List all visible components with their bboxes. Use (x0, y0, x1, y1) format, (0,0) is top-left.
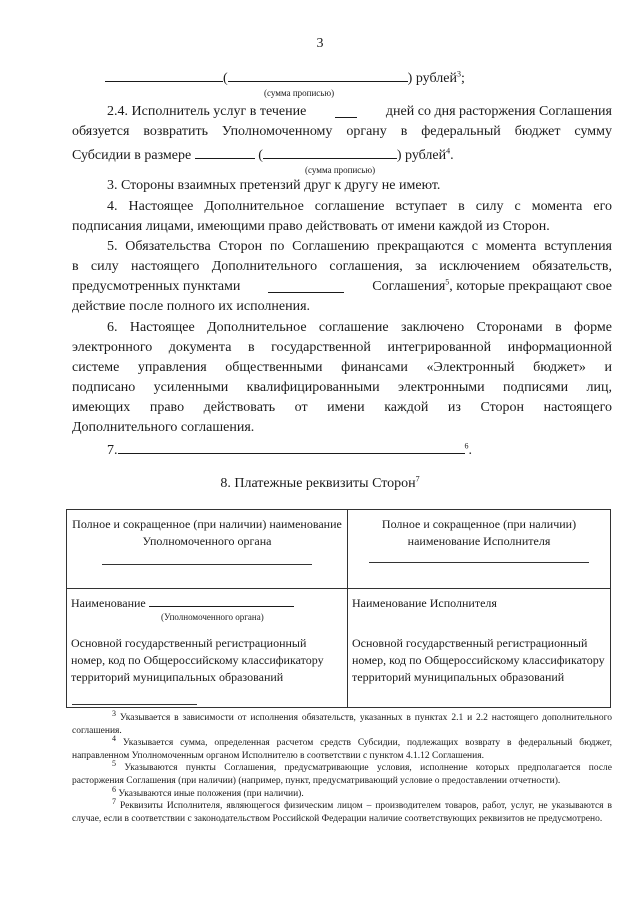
registration-text: Основной государственный регистрационный номер, код по Общероссийскому классификатору территорий муниципальных образований (352, 636, 605, 684)
page-number: 3 (316, 36, 324, 51)
left-header-cell (67, 510, 348, 589)
section-heading: 8. Платежные реквизиты Сторон$^7$ (220, 474, 420, 491)
right-header-blank (369, 562, 589, 563)
amount-caption: (сумма прописью) (264, 88, 335, 98)
clause-5-line-2: в силу настоящего Дополнительного соглашения, за исключением обязательств, (72, 259, 612, 274)
footnote-divider (72, 704, 197, 705)
amount-words-blank (228, 68, 408, 82)
right-data-cell (348, 589, 611, 708)
days-blank (335, 104, 357, 118)
clause-5-line-1: 5. Обязательства Сторон по Соглашению прекращаются с момента вступления (107, 239, 612, 254)
footnote: $^6$ Указываются иные положения (при наличии). (112, 784, 304, 799)
clause-5-line-4: действие после полного их исполнения. (72, 299, 311, 314)
clause-2-4-line-2: обязуется возвратить Уполномоченному органу в федеральный бюджет сумму (72, 124, 612, 139)
clause-6-line-5: имеющих право действовать от имени каждой из Сторон настоящего (72, 400, 612, 415)
clause-6-line-4: подписано усиленными квалифицированными электронными подписями лиц, (72, 380, 612, 395)
footnote-ref: 7 (415, 474, 420, 484)
footnote: $^4$ Указывается сумма, определенная расчетом средств Субсидии, подлежащих возврату в федеральный бюджет, направленном Уполномоченным органом Исполнителю в соответствии с пунктом 4.1.12 Соглашения. (72, 734, 612, 761)
executor-name-label: Наименование Исполнителя (352, 596, 497, 610)
name-blank (149, 595, 294, 607)
clause-2-4-line-1: 2.4. Исполнитель услуг в течение дней со дня расторжения Соглашения (107, 104, 612, 119)
left-header-blank (102, 564, 312, 565)
amount-blank (105, 68, 223, 82)
name-caption: (Уполномоченного органа) (161, 612, 264, 622)
subsidy-words-blank (263, 145, 397, 159)
clause-6-line-3: системе управления общественными финансами «Электронный бюджет» и (72, 360, 612, 375)
amount-line (105, 68, 465, 87)
clause-5-line-3: предусмотренных пунктами Соглашения$^5$, которые прекращают свое (72, 277, 612, 294)
footnote-ref: 5 (445, 277, 450, 287)
clause-2-4-line-3: Субсидии в размере ( ) рублей$^4$. (72, 146, 454, 163)
clause-4-line-1: 4. Настоящее Дополнительное соглашение вступает в силу с момента его (107, 199, 612, 214)
left-data-cell (67, 589, 348, 708)
footnote: $^7$ Реквизиты Исполнителя, являющегося физическим лицом – производителем товаров, работ, услуг, не указываются в случае, если в соответствии с законодательством Российской Федерации наличие соответствующих реквизитов не предусмотрено. (72, 797, 612, 824)
footnote-ref: 6 (464, 441, 469, 451)
registration-text: Основной государственный регистрационный номер, код по Общероссийскому классификатору территорий муниципальных образований (71, 636, 324, 684)
points-blank (268, 279, 344, 293)
clause-6-line-6: Дополнительного соглашения. (72, 420, 255, 435)
clause-6-line-1: 6. Настоящее Дополнительное соглашение заключено Сторонами в форме (107, 320, 612, 335)
footnote-ref: 3 (456, 69, 461, 79)
footnote-ref: 4 (446, 146, 451, 156)
footnote: $^3$ Указывается в зависимости от исполнения обязательств, указанных в пунктах 2.1 и 2.2 настоящего дополнительного соглашения. (72, 708, 613, 736)
subsidy-caption: (сумма прописью) (305, 165, 376, 175)
right-header-cell (348, 510, 611, 589)
footnote: $^5$ Указываются пункты Соглашения, предусматривающие условия, исполнение которых предполагается после расторжения Соглашения (при наличии) (например, пункт, предусматривающий условие о предоставлении отчетности). (72, 759, 612, 786)
right-header: Полное и сокращенное (при наличии) наименование Исполнителя (381, 517, 577, 548)
clause-4-line-2: подписания лицами, имеющими право действовать от имени каждой из Сторон. (72, 219, 550, 234)
clause-6-line-2: электронного документа в государственной интегрированной информационной (72, 340, 612, 355)
clause-7: 7. $^6$. (107, 441, 472, 458)
name-label: Наименование (71, 596, 146, 610)
left-header: Полное и сокращенное (при наличии) наименование Уполномоченного органа (72, 517, 342, 548)
paren-open: ( (223, 71, 228, 86)
currency-text: ) рублей (407, 71, 457, 86)
clause-3: 3. Стороны взаимных претензий друг к другу не имеют. (107, 178, 441, 193)
other-provisions-blank (118, 440, 465, 454)
footnotes (72, 708, 613, 825)
requisites-table (66, 509, 611, 708)
punct: ; (460, 71, 465, 86)
subsidy-amount-blank (195, 145, 255, 159)
